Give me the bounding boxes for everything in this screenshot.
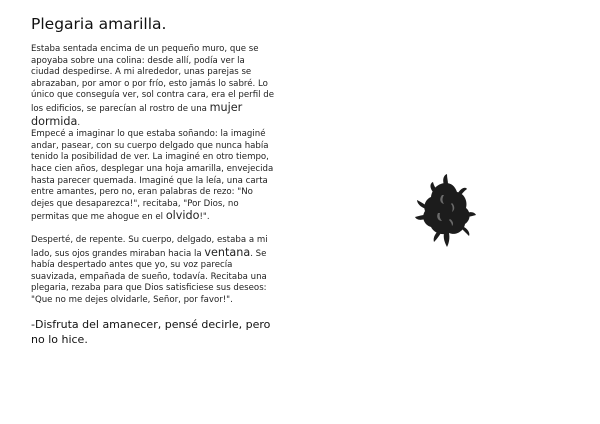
paragraph-1: [31, 44, 276, 129]
paragraph-1-text: Estaba sentada encima de un pequeño muro, que se apoyaba sobre una colina: desde allí, podía ver la ciudad despedirse. A mi alrededor, unas parejas se abrazaban, por amor o por frío, esto jamás lo sabré. Lo único que conseguía ver, sol contra cara, era el perfil de los edificios, se parecían al rostro de una: [31, 44, 274, 114]
paragraph-3-text: Desperté, de repente. Su cuerpo, delgado, estaba a mi lado, sus ojos grandes miraban hacia la: [31, 234, 268, 259]
paragraph-3-end: . Se había despertado antes que yo, su voz parecía suavizada, empañada de sueño, todavía. Recitaba una plegaria, rezaba para que Dios satisficiese sus deseos:: [31, 248, 267, 294]
paragraph-3: [31, 235, 276, 307]
paragraph-2-emphasis: olvido: [165, 209, 200, 223]
paragraph-2-end: !".: [199, 212, 210, 223]
paragraph-2-text: Empecé a imaginar lo que estaba soñando: la imaginé andar, pasear, con su cuerpo delgado que nunca había tenido la posibilidad de ver. La imaginé en otro tiempo, hace cien años, desplegar una hoja amarilla, envejecida hasta parecer quemada. Imaginé que la leía, una carta entre amantes, pero no, eran palabras de rezo: "No dejes que desaparezca!", recitaba, "Por Dios, no permitas que me ahogue en el: [31, 129, 274, 223]
closing-line: -Disfruta del amanecer, pensé decirle, pero no lo hice.: [31, 318, 271, 347]
text-column: [31, 14, 276, 347]
page-title: Plegaria amarilla.: [31, 15, 167, 33]
paragraph-3-quote: "Que no me dejes olvidarle, Señor, por favor!".: [31, 294, 233, 305]
paragraph-3-emphasis: ventana: [204, 245, 251, 259]
paragraph-1-end: .: [77, 117, 81, 128]
rose-flower-icon: [414, 173, 478, 249]
paragraph-gap: [31, 224, 276, 235]
paragraph-1-emphasis: mujer dormida: [31, 100, 243, 128]
paragraph-2: [31, 129, 276, 224]
